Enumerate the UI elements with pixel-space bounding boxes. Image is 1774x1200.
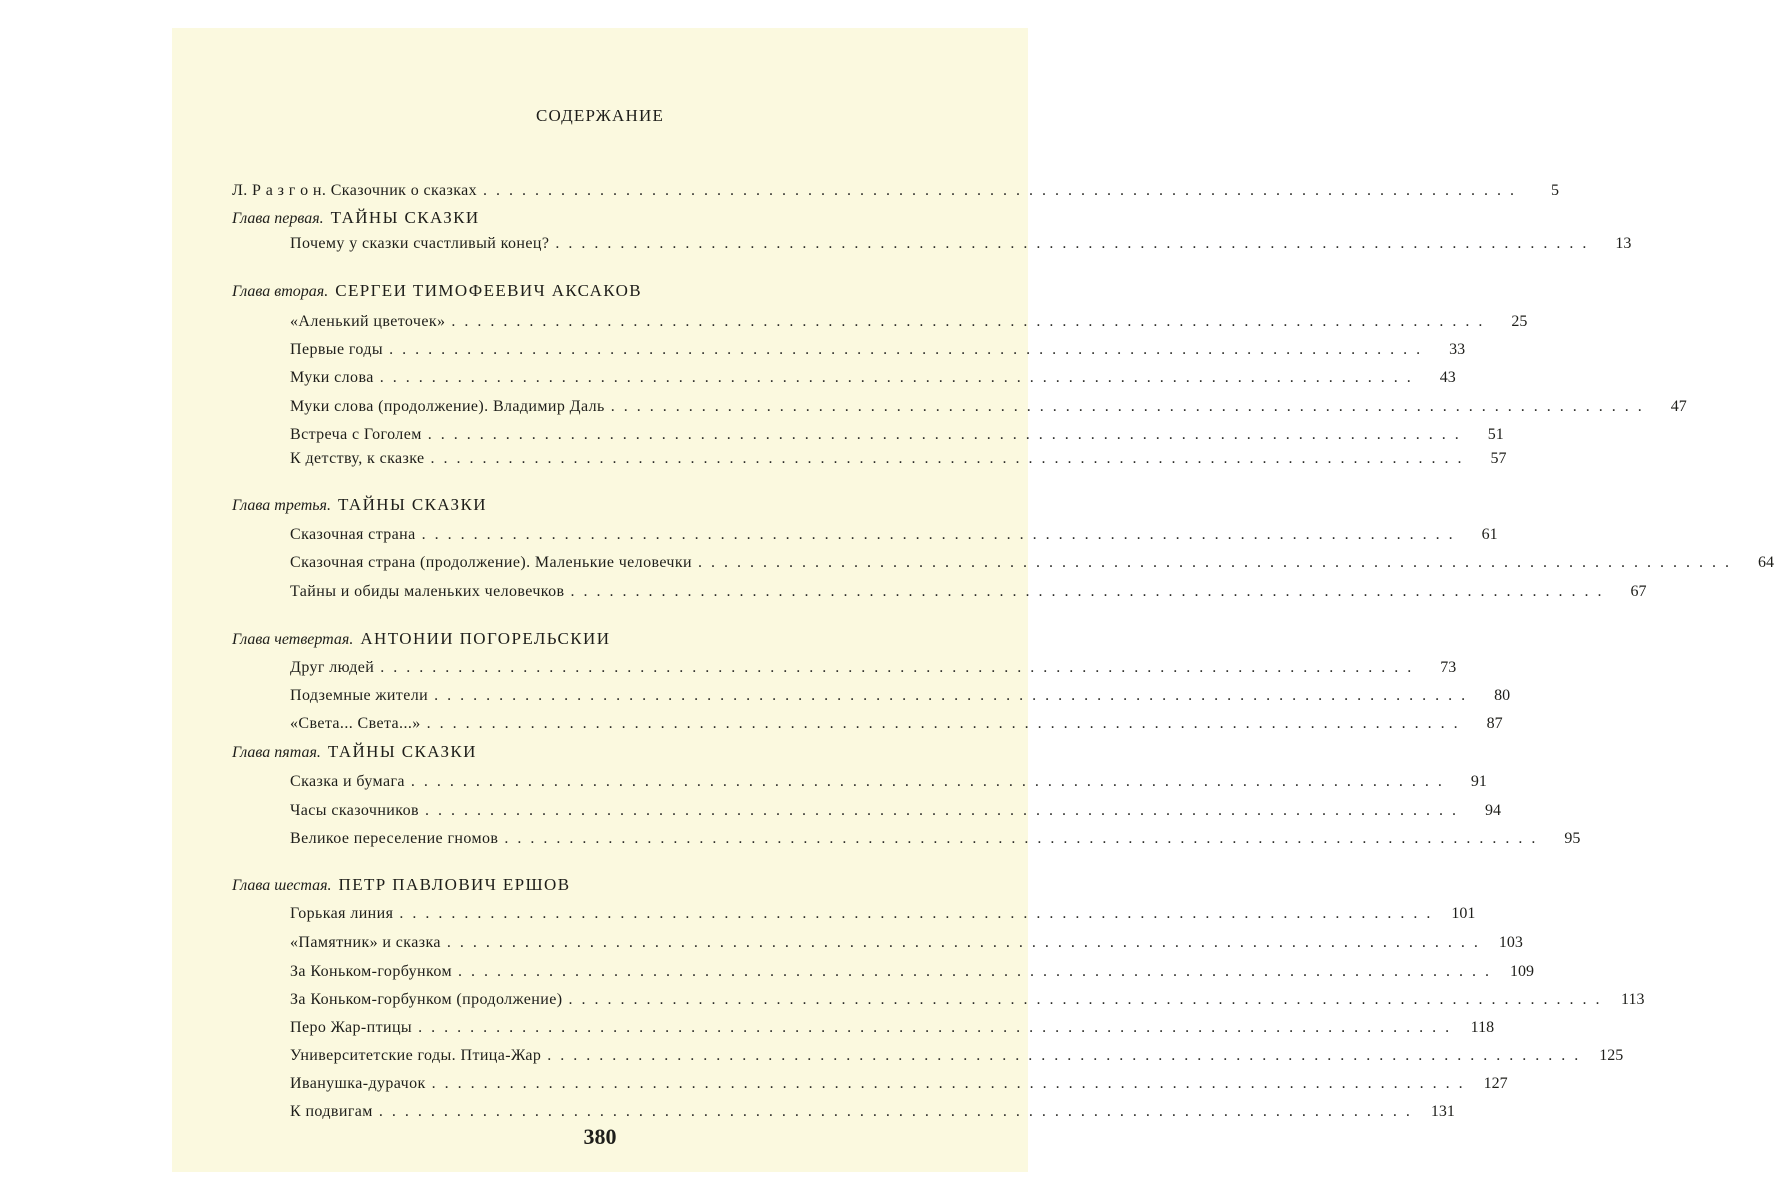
leader-dots: ................................................................................ bbox=[425, 802, 1465, 819]
entry-page-number: 94 bbox=[1485, 802, 1501, 819]
entry-text: Друг людей bbox=[290, 659, 375, 676]
leader-dots: ................................................................................ bbox=[378, 1103, 1419, 1120]
leader-dots: ................................................................................ bbox=[379, 369, 1420, 386]
leader-dots: ................................................................................ bbox=[421, 526, 1462, 543]
toc-entry bbox=[290, 581, 1647, 603]
leader-dots: ................................................................................ bbox=[568, 991, 1609, 1008]
entry-text: Часы сказочников bbox=[290, 802, 419, 819]
chapter-heading bbox=[232, 874, 916, 896]
entry-page-number: 87 bbox=[1486, 715, 1503, 732]
toc-entry bbox=[290, 1017, 1495, 1039]
toc-entry bbox=[290, 771, 1487, 793]
chapter-heading bbox=[232, 494, 916, 516]
leader-dots: ................................................................................ bbox=[610, 398, 1651, 415]
entry-page-number: 73 bbox=[1440, 659, 1457, 676]
entry-text: Сказочная страна bbox=[290, 526, 416, 543]
entry-text: К подвигам bbox=[290, 1103, 373, 1120]
leader-dots: ................................................................................ bbox=[547, 1047, 1588, 1064]
entry-text: Муки слова (продолжение). Владимир Даль bbox=[290, 398, 605, 415]
chapter-label: Глава третья. bbox=[232, 497, 331, 514]
entry-text: Горькая линия bbox=[290, 905, 394, 922]
toc-entry bbox=[290, 989, 1645, 1011]
entry-page-number: 43 bbox=[1439, 369, 1456, 386]
leader-dots: ................................................................................ bbox=[427, 426, 1468, 443]
toc-entry bbox=[290, 524, 1498, 546]
leader-dots: ................................................................................ bbox=[504, 830, 1545, 847]
entry-text: Подземные жители bbox=[290, 687, 429, 704]
entry-text: «Памятник» и сказка bbox=[290, 934, 441, 951]
entry-page-number: 131 bbox=[1430, 1103, 1455, 1120]
leader-dots: ................................................................................ bbox=[418, 1019, 1459, 1036]
leader-dots: ................................................................................ bbox=[451, 313, 1492, 330]
chapter-heading bbox=[232, 741, 916, 763]
page-title: СОДЕРЖАНИЕ bbox=[535, 106, 665, 125]
leader-dots: ................................................................................ bbox=[434, 687, 1475, 704]
entry-text: Великое переселение гномов bbox=[290, 830, 499, 847]
entry-page-number: 64 bbox=[1758, 554, 1774, 571]
entry-text: Сказочная страна (продолжение). Маленькие человечки bbox=[290, 554, 693, 571]
chapter-heading bbox=[232, 628, 916, 650]
entry-text: Иванушка-дурачок bbox=[290, 1075, 426, 1092]
leader-dots: ................................................................................ bbox=[483, 182, 1524, 199]
leader-dots: ................................................................................ bbox=[426, 715, 1467, 732]
toc-entry bbox=[290, 339, 1466, 361]
entry-text: Университетские годы. Птица-Жар bbox=[290, 1047, 542, 1064]
entry-text: Тайны и обиды маленьких человечков bbox=[290, 583, 565, 600]
page-number: 380 bbox=[583, 1124, 617, 1149]
toc-entry bbox=[290, 828, 1581, 850]
toc-entry bbox=[290, 800, 1501, 822]
entry-text: Почему у сказки счастливый конец? bbox=[290, 235, 550, 252]
toc-entry bbox=[290, 1045, 1624, 1067]
toc-entry bbox=[290, 961, 1534, 983]
chapter-label: Глава пятая. bbox=[232, 744, 321, 761]
chapter-label: Глава шестая. bbox=[232, 877, 332, 894]
leader-dots: ................................................................................ bbox=[446, 934, 1487, 951]
entry-page-number: 91 bbox=[1470, 773, 1487, 790]
leader-dots: ................................................................................ bbox=[399, 905, 1440, 922]
leader-dots: ................................................................................ bbox=[389, 341, 1430, 358]
chapter-heading bbox=[232, 207, 916, 229]
toc-entry bbox=[290, 396, 1687, 418]
leader-dots: ................................................................................ bbox=[431, 1075, 1472, 1092]
entry-text: За Коньком-горбунком (продолжение) bbox=[290, 991, 563, 1008]
leader-dots: ................................................................................ bbox=[380, 659, 1421, 676]
toc-entry-preface bbox=[232, 180, 1560, 202]
entry-text: «Света... Света...» bbox=[290, 715, 421, 732]
chapter-name: ТАЙНЫ СКАЗКИ bbox=[327, 742, 477, 761]
entry-page-number: 118 bbox=[1470, 1019, 1495, 1036]
entry-page-number: 101 bbox=[1451, 905, 1476, 922]
toc-entry bbox=[290, 367, 1456, 389]
chapter-heading bbox=[232, 280, 916, 302]
entry-page-number: 95 bbox=[1564, 830, 1581, 847]
leader-dots: ................................................................................ bbox=[458, 963, 1498, 980]
entry-text: Муки слова bbox=[290, 369, 374, 386]
entry-page-number: 113 bbox=[1621, 991, 1645, 1008]
leader-dots: ................................................................................ bbox=[698, 554, 1739, 571]
entry-page-number: 67 bbox=[1630, 583, 1647, 600]
leader-dots: ................................................................................ bbox=[410, 773, 1451, 790]
chapter-name: СЕРГЕИ ТИМОФЕЕВИЧ АКСАКОВ bbox=[335, 281, 642, 300]
toc-entry bbox=[290, 1101, 1455, 1123]
entry-page-number: 125 bbox=[1599, 1047, 1624, 1064]
entry-page-number: 33 bbox=[1449, 341, 1466, 358]
entry-page-number: 47 bbox=[1670, 398, 1687, 415]
chapter-name: АНТОНИИ ПОГОРЕЛЬСКИИ bbox=[360, 629, 611, 648]
chapter-label: Глава четвертая. bbox=[232, 631, 354, 648]
toc-entry bbox=[290, 932, 1523, 954]
entry-text: Встреча с Гоголем bbox=[290, 426, 422, 443]
toc-entry bbox=[290, 685, 1511, 707]
leader-dots: ................................................................................ bbox=[570, 583, 1611, 600]
toc-entry bbox=[290, 448, 1507, 470]
entry-page-number: 51 bbox=[1487, 426, 1504, 443]
entry-text: Первые годы bbox=[290, 341, 384, 358]
entry-page-number: 57 bbox=[1490, 450, 1507, 467]
chapter-label: Глава первая. bbox=[232, 210, 324, 227]
entry-page-number: 80 bbox=[1494, 687, 1511, 704]
toc-entry bbox=[290, 657, 1457, 679]
toc-entry bbox=[290, 233, 1632, 255]
entry-text: Сказка и бумага bbox=[290, 773, 405, 790]
entry-text: К детству, к сказке bbox=[290, 450, 425, 467]
toc-entry bbox=[290, 552, 1774, 574]
chapter-name: ТАЙНЫ СКАЗКИ bbox=[337, 495, 487, 514]
leader-dots: ................................................................................ bbox=[555, 235, 1596, 252]
leader-dots: ................................................................................ bbox=[430, 450, 1471, 467]
toc-entry bbox=[290, 713, 1503, 735]
toc-entry bbox=[290, 1073, 1508, 1095]
entry-text: Л. Р а з г о н. Сказочник о сказках bbox=[232, 182, 478, 199]
entry-text: Перо Жар-птицы bbox=[290, 1019, 413, 1036]
entry-text: «Аленький цветочек» bbox=[290, 313, 446, 330]
chapter-name: ТАЙНЫ СКАЗКИ bbox=[330, 208, 480, 227]
book-page bbox=[172, 28, 1774, 1172]
entry-page-number: 25 bbox=[1511, 313, 1528, 330]
entry-page-number: 103 bbox=[1498, 934, 1523, 951]
toc-entry bbox=[290, 903, 1476, 925]
entry-page-number: 5 bbox=[1551, 182, 1560, 199]
entry-page-number: 13 bbox=[1615, 235, 1632, 252]
chapter-label: Глава вторая. bbox=[232, 283, 329, 300]
entry-text: За Коньком-горбунком bbox=[290, 963, 452, 980]
toc-entry bbox=[290, 311, 1528, 333]
toc-entry bbox=[290, 424, 1504, 446]
chapter-name: ПЕТР ПАВЛОВИЧ ЕРШОВ bbox=[338, 875, 571, 894]
entry-page-number: 127 bbox=[1483, 1075, 1508, 1092]
entry-page-number: 61 bbox=[1481, 526, 1498, 543]
entry-page-number: 109 bbox=[1510, 963, 1534, 980]
